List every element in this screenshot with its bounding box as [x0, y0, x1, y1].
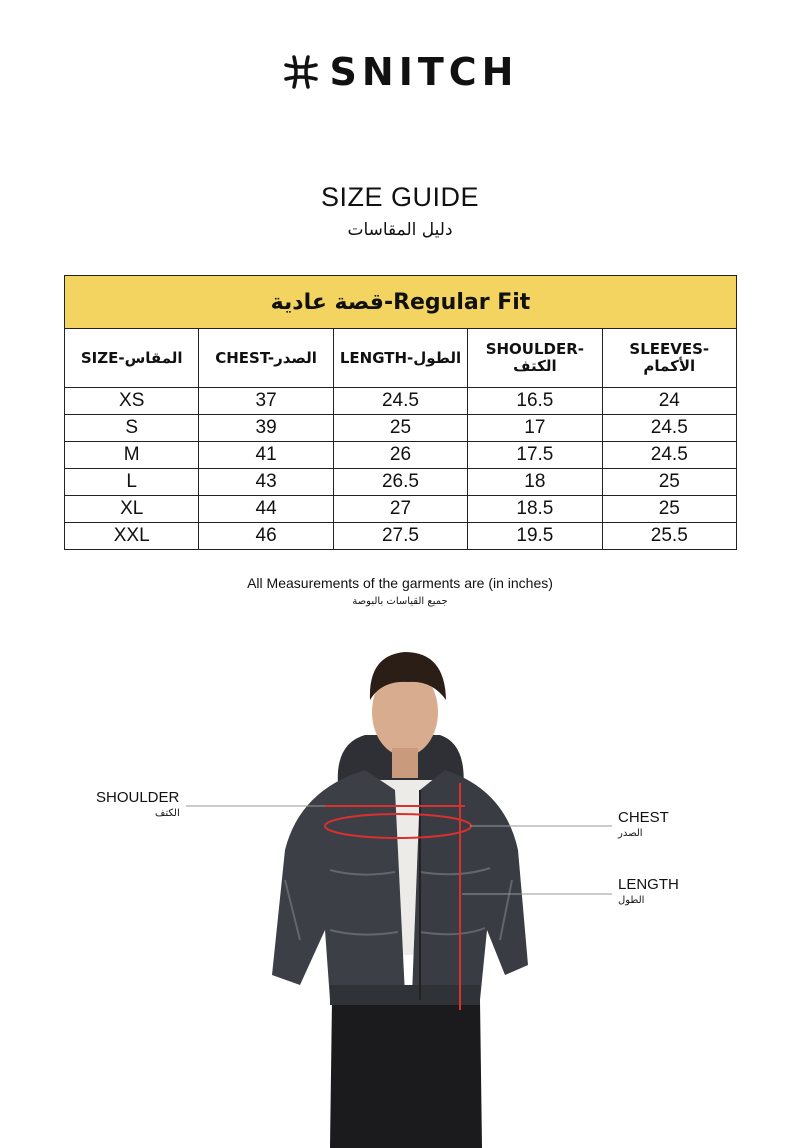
measurement-note-arabic: جميع القياسات بالبوصة	[352, 596, 448, 607]
length-cell: 26.5	[333, 469, 467, 496]
col-header-chest: CHEST-الصدر	[199, 329, 333, 388]
length-cell: 27.5	[333, 523, 467, 550]
model-photo	[0, 640, 800, 1148]
chest-label-arabic: الصدر	[618, 828, 643, 839]
col-header-size: SIZE-المقاس	[65, 329, 199, 388]
trousers	[330, 1000, 482, 1148]
chest-cell: 46	[199, 523, 333, 550]
col-header-shoulder: SHOULDER- الكتف	[468, 329, 602, 388]
chest-cell: 41	[199, 442, 333, 469]
size-cell: XXL	[65, 523, 199, 550]
length-cell: 24.5	[333, 388, 467, 415]
shoulder-cell: 17	[468, 415, 602, 442]
shoulder-cell: 16.5	[468, 388, 602, 415]
size-cell: XL	[65, 496, 199, 523]
brand-logo-icon	[282, 53, 320, 91]
table-row	[65, 523, 737, 550]
chest-cell: 43	[199, 469, 333, 496]
col-header-sleeves: SLEEVES- الأكمام	[602, 329, 736, 388]
fit-title: قصة عادية-Regular Fit	[65, 276, 737, 329]
brand-logo	[0, 50, 800, 94]
chest-label: CHEST	[618, 809, 669, 826]
size-cell: M	[65, 442, 199, 469]
header-row	[65, 329, 737, 388]
table-row	[65, 415, 737, 442]
sleeves-cell: 24	[602, 388, 736, 415]
shoulder-cell: 19.5	[468, 523, 602, 550]
length-cell: 26	[333, 442, 467, 469]
length-cell: 27	[333, 496, 467, 523]
sleeves-cell: 25.5	[602, 523, 736, 550]
shoulder-cell: 18	[468, 469, 602, 496]
shoulder-label: SHOULDER	[96, 789, 180, 806]
sleeves-cell: 24.5	[602, 415, 736, 442]
sleeves-cell: 24.5	[602, 442, 736, 469]
size-cell: S	[65, 415, 199, 442]
page-title-arabic: دليل المقاسات	[347, 220, 453, 240]
shoulder-label-arabic: الكتف	[155, 808, 180, 819]
shoulder-cell: 17.5	[468, 442, 602, 469]
chest-cell: 37	[199, 388, 333, 415]
sleeves-cell: 25	[602, 496, 736, 523]
table-row	[65, 442, 737, 469]
size-table	[64, 275, 737, 550]
size-cell: XS	[65, 388, 199, 415]
page-title: SIZE GUIDE	[320, 182, 480, 212]
sleeves-cell: 25	[602, 469, 736, 496]
jacket-left	[272, 770, 405, 1000]
table-row	[65, 496, 737, 523]
table-row	[65, 469, 737, 496]
brand-name: SNITCH	[329, 50, 519, 94]
chest-cell: 39	[199, 415, 333, 442]
length-label-arabic: الطول	[618, 895, 645, 906]
length-cell: 25	[333, 415, 467, 442]
shoulder-cell: 18.5	[468, 496, 602, 523]
table-row	[65, 388, 737, 415]
length-label: LENGTH	[618, 876, 679, 893]
size-cell: L	[65, 469, 199, 496]
measurement-note: All Measurements of the garments are (in inches)	[247, 575, 553, 591]
col-header-length: LENGTH-الطول	[333, 329, 467, 388]
chest-cell: 44	[199, 496, 333, 523]
